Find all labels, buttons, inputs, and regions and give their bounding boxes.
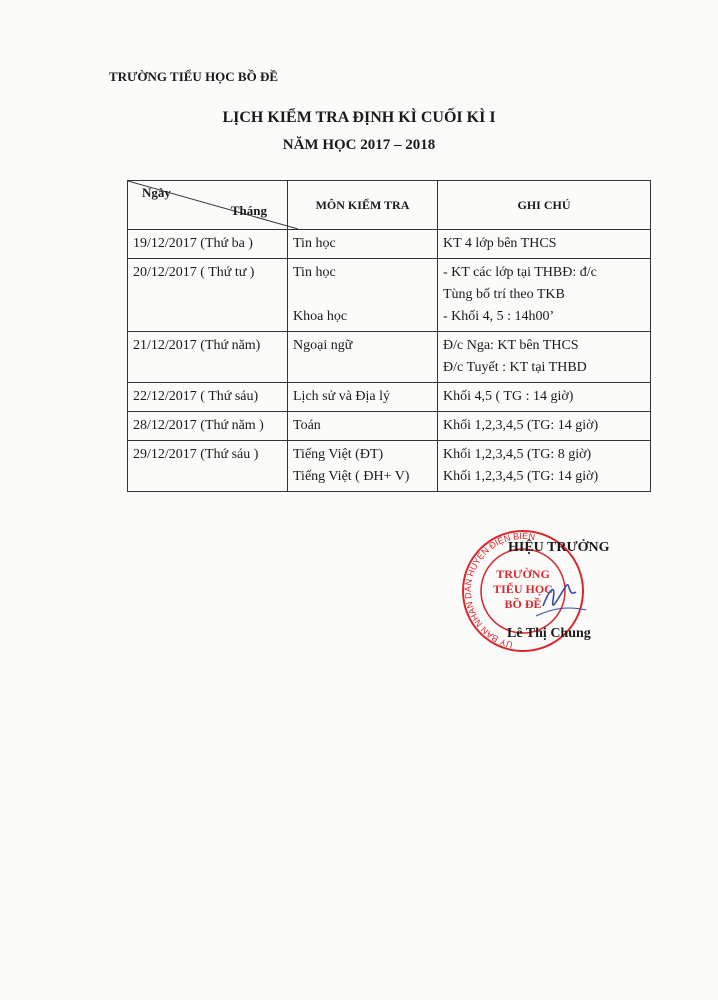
row-date: 22/12/2017 ( Thứ sáu) — [128, 383, 288, 412]
table-row — [128, 412, 651, 441]
table-row — [128, 383, 651, 412]
header-date-label: Ngày — [142, 185, 171, 200]
row-subject: Tiếng Việt (ĐT) Tiếng Việt ( ĐH+ V) — [288, 441, 438, 492]
table-row — [128, 441, 651, 492]
stamp-line-3: BỒ ĐỀ — [504, 597, 542, 611]
row-note: Khối 1,2,3,4,5 (TG: 8 giờ) Khối 1,2,3,4,5 (TG: 14 giờ) — [438, 441, 651, 492]
row-date: 21/12/2017 (Thứ năm) — [128, 332, 288, 383]
row-subject: Ngoại ngữ — [288, 332, 438, 383]
date-header-cell — [128, 181, 288, 230]
table-header-row — [128, 181, 651, 230]
stamp-line-1: TRƯỜNG — [496, 567, 550, 581]
row-note: KT 4 lớp bên THCS — [438, 230, 651, 259]
document-title: LỊCH KIỂM TRA ĐỊNH KÌ CUỐI KÌ I — [222, 109, 496, 126]
row-date: 28/12/2017 (Thứ năm ) — [128, 412, 288, 441]
row-subject: Tin học Khoa học — [288, 259, 438, 332]
principal-title: HIỆU TRƯỞNG — [508, 540, 610, 555]
row-note: Khối 4,5 ( TG : 14 giờ) — [438, 383, 651, 412]
row-subject: Toán — [288, 412, 438, 441]
stamp-line-2: TIỂU HỌC — [493, 582, 553, 596]
header-note: GHI CHÚ — [438, 181, 651, 230]
table-row — [128, 230, 651, 259]
school-name: TRƯỜNG TIỂU HỌC BỒ ĐỀ — [109, 69, 279, 84]
row-subject: Lịch sử và Địa lý — [288, 383, 438, 412]
row-subject: Tin học — [288, 230, 438, 259]
row-date: 20/12/2017 ( Thứ tư ) — [128, 259, 288, 332]
row-note: - KT các lớp tại THBĐ: đ/c Tùng bố trí theo TKB - Khối 4, 5 : 14h00’ — [438, 259, 651, 332]
table-row — [128, 332, 651, 383]
row-date: 29/12/2017 (Thứ sáu ) — [128, 441, 288, 492]
exam-schedule-table — [127, 180, 651, 492]
stamp-ring-text: UỶ BAN NHÂN DÂN HUYỆN ĐIỆN BIÊN — [462, 530, 536, 650]
row-note: Đ/c Nga: KT bên THCS Đ/c Tuyết : KT tại THBD — [438, 332, 651, 383]
row-note: Khối 1,2,3,4,5 (TG: 14 giờ) — [438, 412, 651, 441]
table-row — [128, 259, 651, 332]
header-subject: MÔN KIỂM TRA — [288, 181, 438, 230]
school-year: NĂM HỌC 2017 – 2018 — [282, 137, 436, 153]
header-month-label: Tháng — [230, 203, 267, 218]
row-date: 19/12/2017 (Thứ ba ) — [128, 230, 288, 259]
principal-name: Lê Thị Chung — [507, 626, 591, 641]
